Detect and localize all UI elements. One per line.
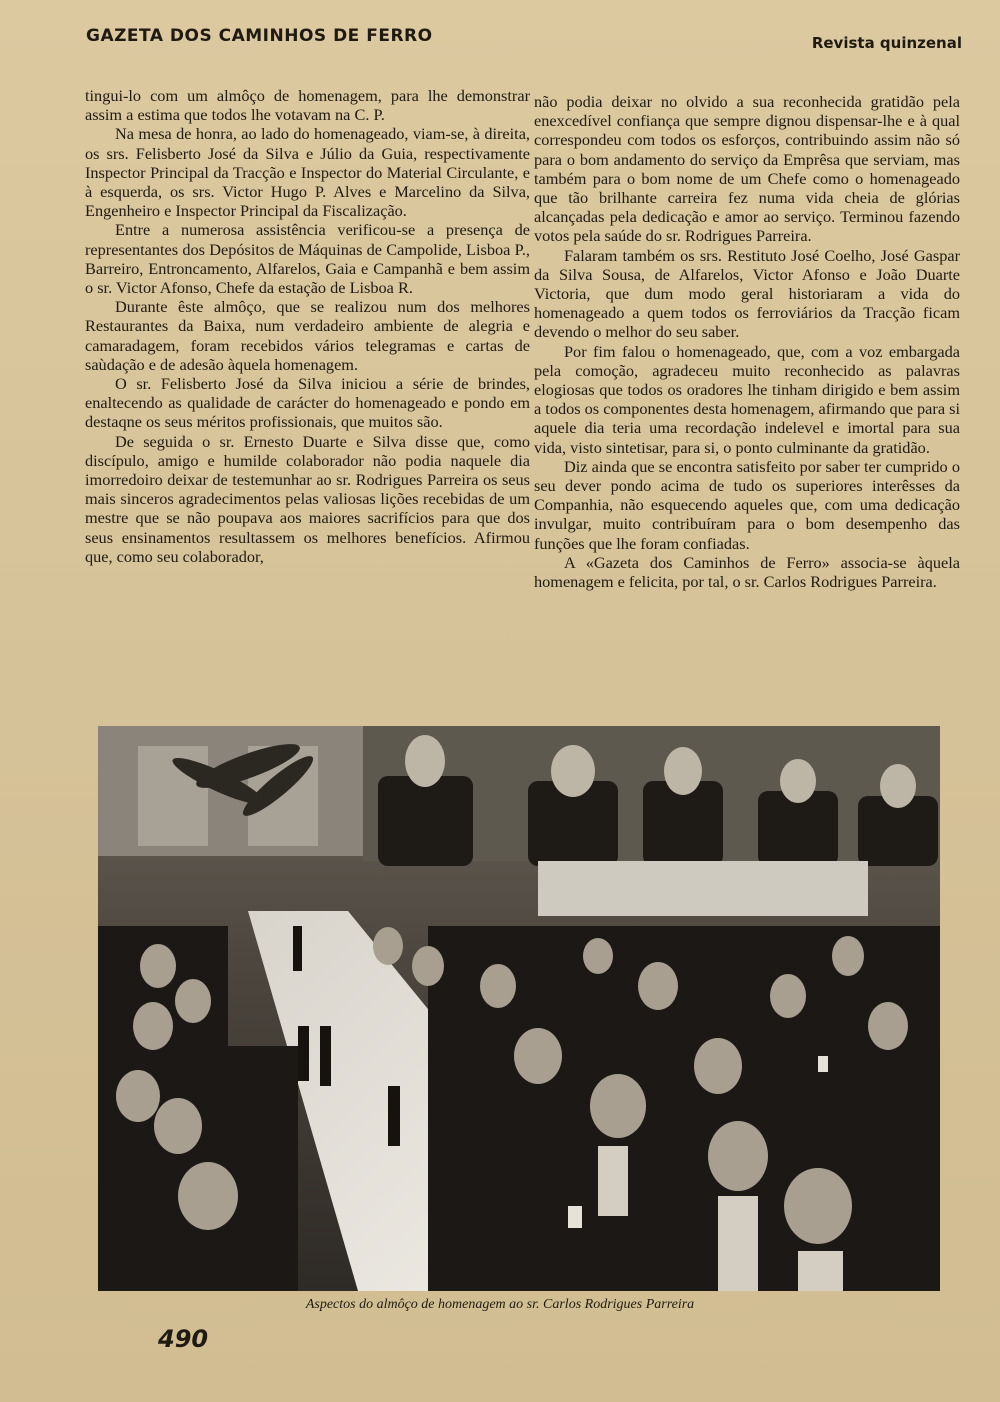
banquet-photo-illustration bbox=[98, 726, 940, 1291]
paragraph: O sr. Felisberto José da Silva iniciou a série de brindes, enaltecendo as qualidade de carácter do homenageado e pondo em destaqne os seus méritos profissionais, que muitos são. bbox=[85, 374, 530, 432]
banquet-photo bbox=[98, 726, 940, 1291]
paragraph: Diz ainda que se encontra satisfeito por saber ter cumprido o seu dever pondo acima de tudo os superiores interêsses da Companhia, não esquecendo aqueles que, com uma dedicação invulgar, muito contribuíram para o bom desempenho das funções que lhe foram confiadas. bbox=[534, 456, 960, 553]
photo-caption: Aspectos do almôço de homenagem ao sr. Carlos Rodrigues Parreira bbox=[305, 1297, 695, 1312]
paragraph: A «Gazeta dos Caminhos de Ferro» associa-se àquela homenagem e felicita, por tal, o sr. Carlos Rodrigues Parreira. bbox=[534, 552, 960, 592]
paragraph: Falaram também os srs. Restituto José Coelho, José Gaspar da Silva Sousa, de Alfarelos, Victor Afonso e João Duarte Victoria, que dum modo geral historiaram a vida do homenageado a quem todos os ferroviários da Tracção ficam devendo o melhor do seu saber. bbox=[534, 245, 960, 342]
paragraph: De seguida o sr. Ernesto Duarte e Silva disse que, como discípulo, amigo e humilde colaborador não podia naquele dia imorredoiro deixar de testemunhar ao sr. Rodrigues Parreira os seus mais sinceros agradecimentos pelas valiosas lições recebidas de um mestre que se não poupava aos maiores sacrifícios para que dos seus ensinamentos resultassem os melhores benefícios. Afirmou que, como seu colaborador, bbox=[85, 431, 530, 566]
paragraph: tingui-lo com um almôço de homenagem, para lhe demonstrar assim a estima que todos lhe votavam na C. P. bbox=[85, 86, 530, 125]
page-number: 490 bbox=[158, 1325, 209, 1353]
publication-subtitle: Revista quinzenal bbox=[811, 34, 962, 52]
article-column-left bbox=[85, 86, 530, 566]
paragraph: Durante êste almôço, que se realizou num dos melhores Restaurantes da Baixa, num verdadeiro ambiente de alegria e camaradagem, foram recebidos vários telegramas e cartas de saùdação e de adesão àquela homenagem. bbox=[85, 297, 530, 374]
publication-title: GAZETA DOS CAMINHOS DE FERRO bbox=[86, 26, 433, 46]
paragraph: Entre a numerosa assistência verificou-se a presença de representantes dos Depósitos de Máquinas de Campolide, Lisboa P., Barreiro, Entroncamento, Alfarelos, Gaia e Campanhã e bem assim o sr. Victor Afonso, Chefe da estação de Lisboa R. bbox=[85, 220, 530, 298]
paragraph: não podia deixar no olvido a sua reconhecida gratidão pela enexcedível confiança que sempre dignou dispensar-lhe e à qual correspondeu com todos os esforços, contribuindo assim não só para o bom andamento do serviço da Emprêsa que serviam, mas também para o bom nome de um Chefe como o homenageado que tão brilhante carreira fez numa vida cheia de glórias alcançadas pela dedicação e amor ao serviço. Terminou fazendo votos pela saúde do sr. Rodrigues Parreira. bbox=[534, 92, 960, 246]
paragraph: Na mesa de honra, ao lado do homenageado, viam-se, à direita, os srs. Felisberto José da Silva e Júlio da Guia, respectivamente Inspector Principal da Tracção e Inspector do Material Circulante, e à esquerda, os srs. Victor Hugo P. Alves e Marcelino da Silva, Engenheiro e Inspector Principal da Fiscalização. bbox=[85, 124, 530, 221]
article-column-right bbox=[534, 92, 960, 591]
paragraph: Por fim falou o homenageado, que, com a voz embargada pela comoção, agradeceu muito reconhecido as palavras elogiosas que todos os oradores lhe tinham dirigido e bem assim a todos os componentes desta homenagem, afirmando que para si aquele dia teria uma recordação indelevel e imortal para sua vida, visto sintetisar, para si, o ponto culminante da gratidão. bbox=[534, 341, 960, 457]
